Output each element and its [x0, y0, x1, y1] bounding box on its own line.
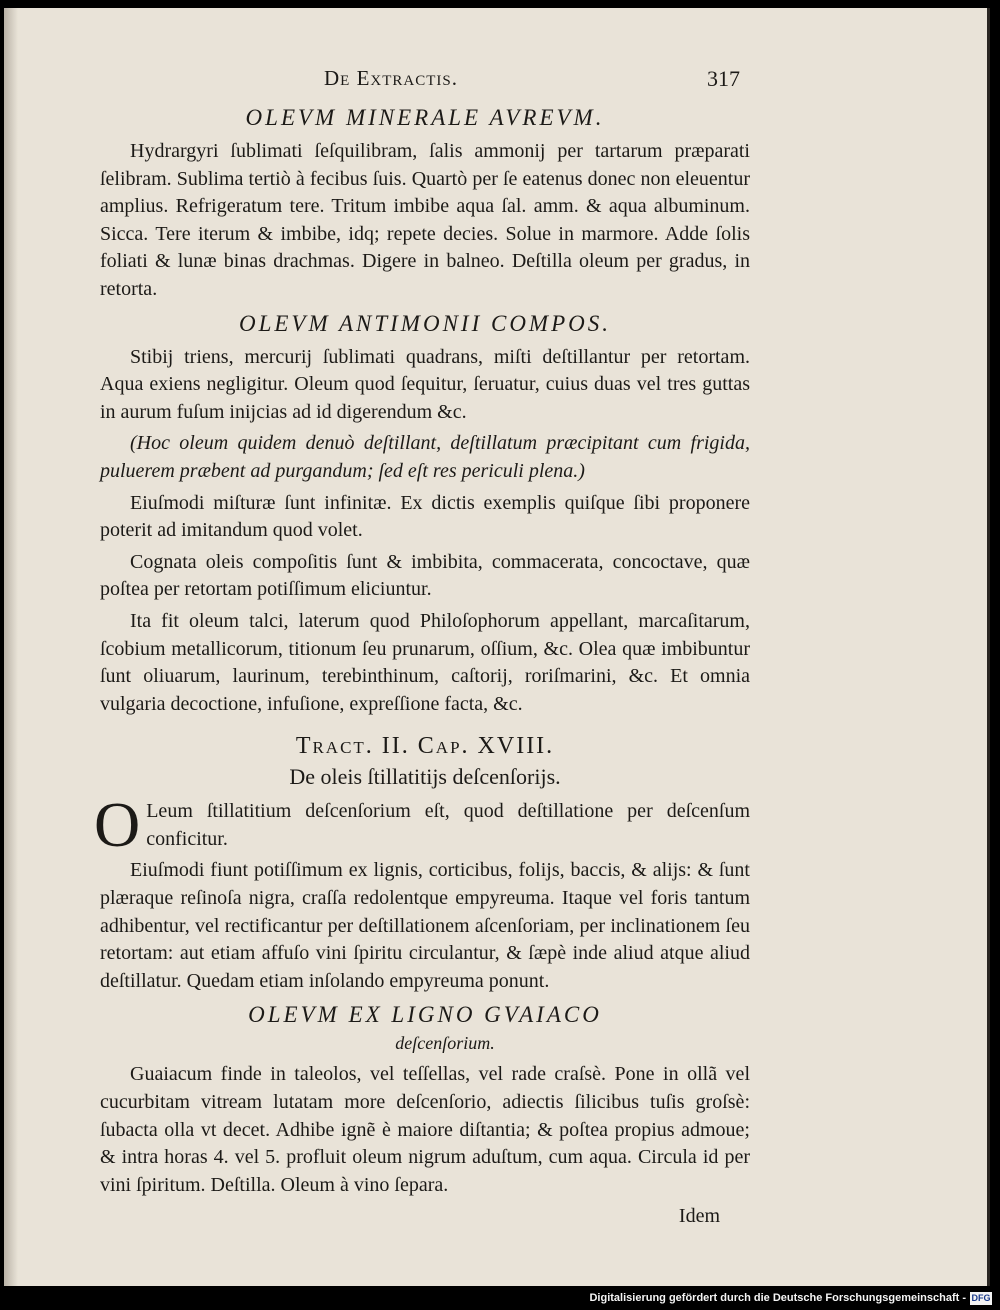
paragraph: Hydrargyri ſublimati ſeſquilibram, ſalis ammonij per tartarum præparati ſelibram. Sublima tertiò à fecibus ſuis. Quartò per ſe eatenus donec non eleuentur amplius. Refrigeratum tere. Tritum imbibe aqua ſal. amm. & aqua albuminum. Sicca. Tere iterum & imbibe, idq; repete decies. Solue in marmore. Adde ſolis foliati & lunæ binas drachmas. Digere in balneo. Deſtilla oleum per gradus, in retorta. — [100, 140, 750, 300]
page-number: 317 — [707, 66, 740, 91]
chapter-subheading: De oleis ſtillatitijs deſcenſorijs. — [289, 764, 561, 790]
section-rubric: OLEVM ANTIMONII COMPOS. — [238, 310, 612, 336]
italic-note: (Hoc oleum quidem denuò deſtillant, deſtillatum præcipitant cum frigida, puluerem præbent ad purgandum; ſed eſt res periculi plena.) — [100, 432, 750, 482]
opening-paragraph — [94, 789, 750, 861]
chapter-heading: Tract. II. Cap. XVIII. — [295, 733, 555, 760]
digitization-credit: Digitalisierung gefördert durch die Deutsche Forschungsgemeinschaft - — [589, 1292, 966, 1304]
opening-paragraph-text: Leum ſtillatitium deſcenſorium eſt, quod deſtillatione per deſcenſum conficitur. — [146, 800, 750, 850]
drop-cap-initial: O — [94, 789, 141, 861]
book-page — [4, 8, 990, 1286]
paragraph: Guaiacum finde in taleolos, vel teſſellas, vel rade craſsè. Pone in ollã vel cucurbitam vitream lutatam more deſcenſorio, adiectis ſilicibus tuſis groſsè: ſubacta olla vt decet. Adhibe ignẽ è maiore diſtantia; & poſtea propius admoue; & intra horas 4. vel 5. profluit oleum nigrum aduſtum, cum aqua. Circula id per vini ſpiritum. Deſtilla. Oleum à vino ſepara. — [100, 1063, 750, 1196]
text-block — [94, 62, 750, 1228]
dfg-logo: DFG — [971, 1293, 991, 1303]
paragraph: Cognata oleis compoſitis ſunt & imbibita, commacerata, concoctave, quæ poſtea per retortam potiſſimum eliciuntur. — [100, 550, 750, 601]
page-gutter-shadow — [4, 8, 18, 1286]
running-head — [100, 62, 750, 102]
running-title: De Extractis. — [324, 66, 458, 90]
catchword: Idem — [678, 1205, 720, 1228]
recipe-rubric-sub: deſcenſorium. — [395, 1033, 495, 1054]
paragraph: Stibij triens, mercurij ſublimati quadrans, miſti deſtillantur per retortam. Aqua exiens negligitur. Oleum quod ſequitur, ſeruatur, cuius duas vel tres guttas in aurum fuſum inijcias ad id digerendum &c. — [100, 345, 750, 423]
paragraph: Eiuſmodi miſturæ ſunt infinitæ. Ex dictis exemplis quiſque ſibi proponere poterit ad imitandum quod volet. — [100, 491, 750, 542]
paragraph: Ita fit oleum talci, laterum quod Philoſophorum appellant, marcaſitarum, ſcobium metallicorum, titionum ſeu prunarum, oſſium, &c. Olea quæ imbibuntur ſunt oliuarum, laurinum, terebinthinum, caſtorij, roriſmarini, &c. Et omnia vulgaria decoctione, infuſione, expreſſione facta, &c. — [100, 609, 750, 715]
recipe-rubric: OLEVM EX LIGNO GVAIACO — [248, 1002, 602, 1028]
section-rubric: OLEVM MINERALE AVREVM. — [245, 105, 605, 130]
paragraph: Eiuſmodi fiunt potiſſimum ex lignis, corticibus, folijs, baccis, & alijs: & ſunt plæraque reſinoſa nigra, craſſa redolentque empyreuma. Itaque vel foris tantum adhibentur, vel rectificantur per deſtillationem aſcenſoriam, per inclinationem ſeu retortam: aut etiam affuſo vini ſpiritu circulantur, & ſæpè inde aliud atque aliud deſtillatur. Quedam etiam inſolando empyreuma ponunt. — [100, 859, 750, 992]
